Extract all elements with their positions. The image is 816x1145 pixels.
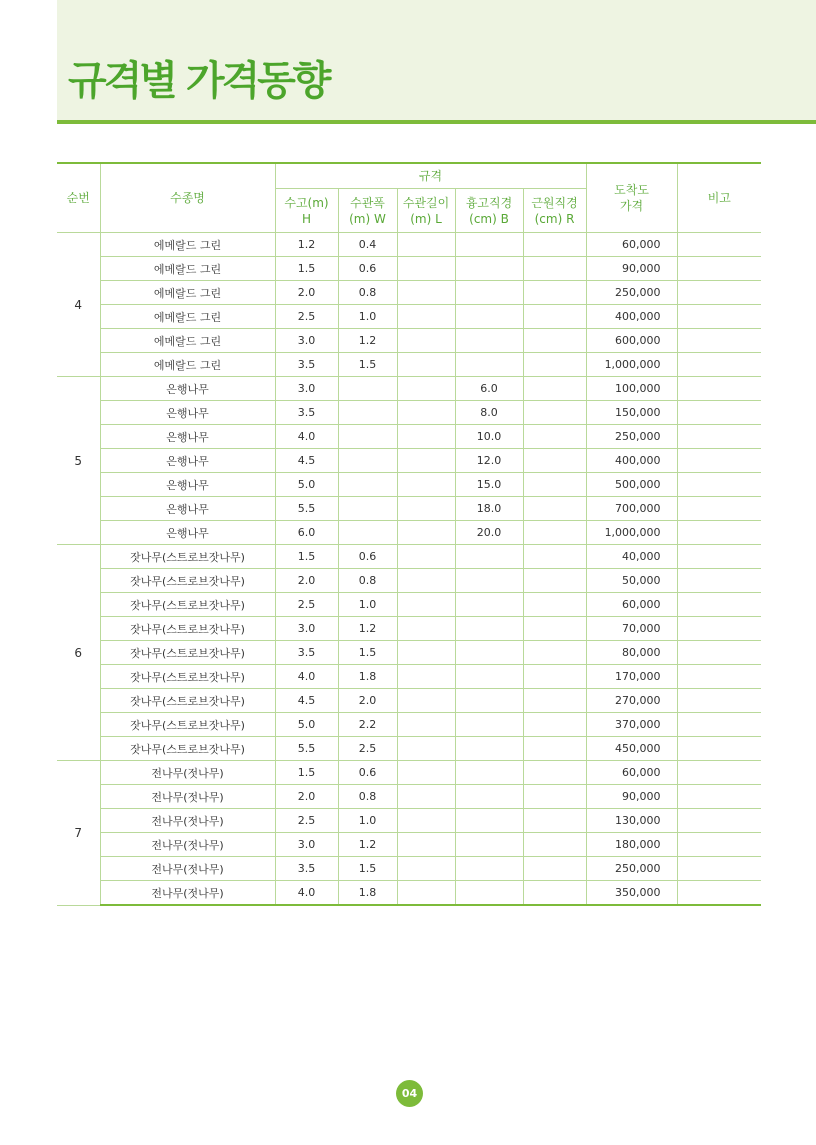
- header-root: [523, 189, 586, 233]
- table-row: [57, 713, 761, 737]
- price-cell: 700,000: [586, 497, 677, 521]
- note-cell: [677, 257, 761, 281]
- species-name-cell: 은행나무: [100, 473, 275, 497]
- table-row: [57, 617, 761, 641]
- spec-b-cell: [455, 593, 523, 617]
- price-cell: 400,000: [586, 305, 677, 329]
- table-body: [57, 233, 761, 906]
- spec-b-cell: [455, 281, 523, 305]
- spec-w-cell: 1.2: [338, 329, 397, 353]
- note-cell: [677, 809, 761, 833]
- table-row: [57, 665, 761, 689]
- spec-l-cell: [397, 689, 455, 713]
- spec-h-cell: 3.5: [275, 641, 338, 665]
- spec-l-cell: [397, 785, 455, 809]
- spec-h-cell: 4.0: [275, 881, 338, 906]
- header-length-line1: 수관길이: [402, 195, 450, 210]
- species-name-cell: 잣나무(스트로브잣나무): [100, 689, 275, 713]
- species-name-cell: 잣나무(스트로브잣나무): [100, 713, 275, 737]
- species-name-cell: 은행나무: [100, 521, 275, 545]
- spec-r-cell: [523, 449, 586, 473]
- header-price: [586, 163, 677, 233]
- table-row: [57, 857, 761, 881]
- spec-w-cell: 1.5: [338, 353, 397, 377]
- note-cell: [677, 377, 761, 401]
- header-chest: [455, 189, 523, 233]
- table-row: [57, 833, 761, 857]
- table-row: [57, 425, 761, 449]
- spec-w-cell: 0.8: [338, 281, 397, 305]
- price-cell: 350,000: [586, 881, 677, 906]
- price-cell: 1,000,000: [586, 521, 677, 545]
- note-cell: [677, 641, 761, 665]
- species-name-cell: 잣나무(스트로브잣나무): [100, 665, 275, 689]
- spec-l-cell: [397, 329, 455, 353]
- spec-h-cell: 3.5: [275, 857, 338, 881]
- header-note: 비고: [677, 163, 761, 233]
- spec-b-cell: [455, 833, 523, 857]
- price-cell: 100,000: [586, 377, 677, 401]
- spec-w-cell: 1.5: [338, 857, 397, 881]
- spec-w-cell: [338, 401, 397, 425]
- note-cell: [677, 449, 761, 473]
- header-price-line2: 가격: [619, 199, 644, 213]
- spec-r-cell: [523, 881, 586, 906]
- note-cell: [677, 353, 761, 377]
- header-root-line1: 근원직경: [531, 195, 578, 210]
- header-price-line1: 도착도: [614, 183, 649, 197]
- price-cell: 600,000: [586, 329, 677, 353]
- spec-l-cell: [397, 881, 455, 906]
- spec-r-cell: [523, 281, 586, 305]
- header-chest-line2: (cm) B: [469, 211, 509, 226]
- spec-r-cell: [523, 665, 586, 689]
- header-width-line1: 수관폭: [350, 195, 385, 210]
- note-cell: [677, 569, 761, 593]
- spec-h-cell: 3.0: [275, 833, 338, 857]
- header-species: 수종명: [100, 163, 275, 233]
- table-row: [57, 761, 761, 785]
- spec-w-cell: 2.2: [338, 713, 397, 737]
- note-cell: [677, 521, 761, 545]
- header-rule: [57, 120, 816, 124]
- species-name-cell: 은행나무: [100, 401, 275, 425]
- spec-l-cell: [397, 713, 455, 737]
- price-cell: 90,000: [586, 785, 677, 809]
- spec-b-cell: [455, 761, 523, 785]
- spec-r-cell: [523, 569, 586, 593]
- species-name-cell: 전나무(젓나무): [100, 881, 275, 906]
- table-row: [57, 281, 761, 305]
- spec-h-cell: 3.0: [275, 377, 338, 401]
- header-chest-line1: 흉고직경: [465, 195, 513, 210]
- spec-h-cell: 2.0: [275, 569, 338, 593]
- page-number-badge: 04: [396, 1080, 423, 1107]
- spec-l-cell: [397, 809, 455, 833]
- spec-b-cell: 8.0: [455, 401, 523, 425]
- spec-r-cell: [523, 785, 586, 809]
- spec-w-cell: [338, 473, 397, 497]
- header-root-line2: (cm) R: [534, 211, 575, 226]
- spec-w-cell: 0.6: [338, 545, 397, 569]
- spec-h-cell: 1.2: [275, 233, 338, 257]
- spec-b-cell: [455, 713, 523, 737]
- species-name-cell: 잣나무(스트로브잣나무): [100, 617, 275, 641]
- spec-b-cell: 6.0: [455, 377, 523, 401]
- spec-w-cell: 2.0: [338, 689, 397, 713]
- spec-b-cell: [455, 257, 523, 281]
- species-name-cell: 은행나무: [100, 425, 275, 449]
- spec-w-cell: 0.8: [338, 569, 397, 593]
- spec-r-cell: [523, 593, 586, 617]
- spec-w-cell: [338, 521, 397, 545]
- spec-l-cell: [397, 641, 455, 665]
- spec-r-cell: [523, 689, 586, 713]
- spec-l-cell: [397, 425, 455, 449]
- spec-l-cell: [397, 305, 455, 329]
- spec-l-cell: [397, 377, 455, 401]
- spec-b-cell: 18.0: [455, 497, 523, 521]
- spec-l-cell: [397, 353, 455, 377]
- table-row: [57, 305, 761, 329]
- table-row: [57, 569, 761, 593]
- spec-l-cell: [397, 617, 455, 641]
- note-cell: [677, 785, 761, 809]
- species-name-cell: 에메랄드 그린: [100, 281, 275, 305]
- page-title: 규격별 가격동향: [68, 58, 329, 104]
- price-cell: 250,000: [586, 425, 677, 449]
- spec-w-cell: 0.4: [338, 233, 397, 257]
- spec-h-cell: 2.5: [275, 305, 338, 329]
- spec-l-cell: [397, 233, 455, 257]
- note-cell: [677, 713, 761, 737]
- note-cell: [677, 857, 761, 881]
- table-row: [57, 233, 761, 257]
- spec-h-cell: 4.0: [275, 665, 338, 689]
- spec-r-cell: [523, 353, 586, 377]
- note-cell: [677, 881, 761, 906]
- price-cell: 180,000: [586, 833, 677, 857]
- spec-w-cell: [338, 497, 397, 521]
- header-height-line1: 수고(m): [284, 195, 329, 210]
- spec-r-cell: [523, 473, 586, 497]
- spec-b-cell: 12.0: [455, 449, 523, 473]
- note-cell: [677, 689, 761, 713]
- spec-l-cell: [397, 761, 455, 785]
- spec-r-cell: [523, 833, 586, 857]
- spec-l-cell: [397, 281, 455, 305]
- spec-w-cell: 1.5: [338, 641, 397, 665]
- note-cell: [677, 233, 761, 257]
- spec-h-cell: 5.0: [275, 473, 338, 497]
- spec-w-cell: 2.5: [338, 737, 397, 761]
- spec-w-cell: 1.2: [338, 833, 397, 857]
- spec-r-cell: [523, 761, 586, 785]
- note-cell: [677, 401, 761, 425]
- price-cell: 450,000: [586, 737, 677, 761]
- spec-h-cell: 3.5: [275, 401, 338, 425]
- table-row: [57, 521, 761, 545]
- spec-w-cell: 1.0: [338, 305, 397, 329]
- header-width-line2: (m) W: [349, 211, 386, 226]
- spec-b-cell: [455, 233, 523, 257]
- price-cell: 40,000: [586, 545, 677, 569]
- header-spec-group: 규격: [275, 163, 586, 189]
- spec-r-cell: [523, 737, 586, 761]
- spec-b-cell: [455, 305, 523, 329]
- species-name-cell: 전나무(젓나무): [100, 761, 275, 785]
- table-row: [57, 809, 761, 833]
- spec-r-cell: [523, 857, 586, 881]
- note-cell: [677, 761, 761, 785]
- note-cell: [677, 833, 761, 857]
- spec-h-cell: 5.5: [275, 497, 338, 521]
- spec-h-cell: 1.5: [275, 761, 338, 785]
- spec-r-cell: [523, 329, 586, 353]
- species-name-cell: 에메랄드 그린: [100, 305, 275, 329]
- spec-h-cell: 1.5: [275, 257, 338, 281]
- species-name-cell: 전나무(젓나무): [100, 809, 275, 833]
- price-cell: 80,000: [586, 641, 677, 665]
- spec-h-cell: 4.5: [275, 449, 338, 473]
- table-row: [57, 593, 761, 617]
- spec-r-cell: [523, 377, 586, 401]
- spec-h-cell: 1.5: [275, 545, 338, 569]
- spec-b-cell: [455, 569, 523, 593]
- table-row: [57, 737, 761, 761]
- spec-b-cell: [455, 689, 523, 713]
- table-row: [57, 689, 761, 713]
- spec-h-cell: 5.5: [275, 737, 338, 761]
- spec-r-cell: [523, 809, 586, 833]
- spec-b-cell: [455, 857, 523, 881]
- spec-w-cell: 1.2: [338, 617, 397, 641]
- price-cell: 60,000: [586, 761, 677, 785]
- spec-r-cell: [523, 545, 586, 569]
- spec-b-cell: [455, 329, 523, 353]
- table-row: [57, 881, 761, 906]
- spec-w-cell: 1.0: [338, 809, 397, 833]
- spec-w-cell: 0.6: [338, 761, 397, 785]
- price-cell: 1,000,000: [586, 353, 677, 377]
- spec-w-cell: 0.6: [338, 257, 397, 281]
- price-cell: 130,000: [586, 809, 677, 833]
- spec-b-cell: 15.0: [455, 473, 523, 497]
- spec-l-cell: [397, 257, 455, 281]
- species-name-cell: 전나무(젓나무): [100, 857, 275, 881]
- price-cell: 90,000: [586, 257, 677, 281]
- spec-l-cell: [397, 449, 455, 473]
- species-name-cell: 잣나무(스트로브잣나무): [100, 737, 275, 761]
- spec-l-cell: [397, 521, 455, 545]
- price-cell: 170,000: [586, 665, 677, 689]
- header-length: [397, 189, 455, 233]
- species-name-cell: 잣나무(스트로브잣나무): [100, 545, 275, 569]
- table-row: [57, 641, 761, 665]
- spec-w-cell: 1.0: [338, 593, 397, 617]
- spec-b-cell: 20.0: [455, 521, 523, 545]
- spec-w-cell: [338, 425, 397, 449]
- note-cell: [677, 305, 761, 329]
- note-cell: [677, 737, 761, 761]
- note-cell: [677, 473, 761, 497]
- spec-l-cell: [397, 593, 455, 617]
- spec-h-cell: 5.0: [275, 713, 338, 737]
- spec-b-cell: [455, 809, 523, 833]
- species-name-cell: 전나무(젓나무): [100, 833, 275, 857]
- spec-h-cell: 4.5: [275, 689, 338, 713]
- price-cell: 270,000: [586, 689, 677, 713]
- spec-b-cell: [455, 545, 523, 569]
- table-row: [57, 545, 761, 569]
- spec-b-cell: [455, 353, 523, 377]
- header-length-line2: (m) L: [410, 211, 442, 226]
- spec-h-cell: 4.0: [275, 425, 338, 449]
- spec-h-cell: 2.0: [275, 281, 338, 305]
- spec-r-cell: [523, 425, 586, 449]
- spec-l-cell: [397, 665, 455, 689]
- table-row: [57, 329, 761, 353]
- price-cell: 50,000: [586, 569, 677, 593]
- price-cell: 400,000: [586, 449, 677, 473]
- spec-h-cell: 3.0: [275, 617, 338, 641]
- note-cell: [677, 665, 761, 689]
- spec-r-cell: [523, 233, 586, 257]
- species-name-cell: 에메랄드 그린: [100, 353, 275, 377]
- price-cell: 70,000: [586, 617, 677, 641]
- header-no: 순번: [57, 163, 100, 233]
- price-cell: 60,000: [586, 593, 677, 617]
- species-name-cell: 에메랄드 그린: [100, 257, 275, 281]
- group-number: 7: [57, 761, 100, 906]
- spec-b-cell: [455, 641, 523, 665]
- price-cell: 150,000: [586, 401, 677, 425]
- price-cell: 60,000: [586, 233, 677, 257]
- spec-r-cell: [523, 401, 586, 425]
- table-row: [57, 785, 761, 809]
- spec-b-cell: [455, 665, 523, 689]
- group-number: 5: [57, 377, 100, 545]
- spec-r-cell: [523, 305, 586, 329]
- table-row: [57, 473, 761, 497]
- spec-l-cell: [397, 497, 455, 521]
- spec-l-cell: [397, 473, 455, 497]
- note-cell: [677, 425, 761, 449]
- spec-r-cell: [523, 617, 586, 641]
- header-height-line2: H: [301, 211, 312, 226]
- spec-l-cell: [397, 857, 455, 881]
- spec-h-cell: 2.5: [275, 809, 338, 833]
- spec-b-cell: [455, 881, 523, 906]
- spec-r-cell: [523, 641, 586, 665]
- spec-b-cell: [455, 785, 523, 809]
- spec-h-cell: 2.5: [275, 593, 338, 617]
- spec-l-cell: [397, 569, 455, 593]
- spec-b-cell: 10.0: [455, 425, 523, 449]
- header-height: [275, 189, 338, 233]
- spec-h-cell: 3.0: [275, 329, 338, 353]
- spec-w-cell: [338, 377, 397, 401]
- species-name-cell: 은행나무: [100, 449, 275, 473]
- spec-r-cell: [523, 497, 586, 521]
- spec-h-cell: 3.5: [275, 353, 338, 377]
- table-row: [57, 449, 761, 473]
- price-cell: 370,000: [586, 713, 677, 737]
- spec-l-cell: [397, 737, 455, 761]
- species-name-cell: 잣나무(스트로브잣나무): [100, 593, 275, 617]
- table-row: [57, 401, 761, 425]
- header-width: [338, 189, 397, 233]
- note-cell: [677, 329, 761, 353]
- spec-b-cell: [455, 617, 523, 641]
- note-cell: [677, 545, 761, 569]
- table-row: [57, 257, 761, 281]
- note-cell: [677, 281, 761, 305]
- species-name-cell: 잣나무(스트로브잣나무): [100, 569, 275, 593]
- spec-w-cell: 1.8: [338, 665, 397, 689]
- species-name-cell: 에메랄드 그린: [100, 329, 275, 353]
- spec-l-cell: [397, 401, 455, 425]
- species-name-cell: 잣나무(스트로브잣나무): [100, 641, 275, 665]
- spec-r-cell: [523, 257, 586, 281]
- spec-h-cell: 6.0: [275, 521, 338, 545]
- spec-l-cell: [397, 545, 455, 569]
- group-number: 6: [57, 545, 100, 761]
- spec-w-cell: [338, 449, 397, 473]
- note-cell: [677, 497, 761, 521]
- table-row: [57, 353, 761, 377]
- species-name-cell: 전나무(젓나무): [100, 785, 275, 809]
- species-name-cell: 은행나무: [100, 377, 275, 401]
- spec-w-cell: 1.8: [338, 881, 397, 906]
- spec-w-cell: 0.8: [338, 785, 397, 809]
- table-row: [57, 377, 761, 401]
- price-cell: 250,000: [586, 281, 677, 305]
- spec-r-cell: [523, 521, 586, 545]
- spec-b-cell: [455, 737, 523, 761]
- species-name-cell: 은행나무: [100, 497, 275, 521]
- spec-l-cell: [397, 833, 455, 857]
- spec-r-cell: [523, 713, 586, 737]
- note-cell: [677, 617, 761, 641]
- price-cell: 500,000: [586, 473, 677, 497]
- price-table: [57, 162, 761, 906]
- spec-h-cell: 2.0: [275, 785, 338, 809]
- species-name-cell: 에메랄드 그린: [100, 233, 275, 257]
- note-cell: [677, 593, 761, 617]
- group-number: 4: [57, 233, 100, 377]
- table-row: [57, 497, 761, 521]
- price-cell: 250,000: [586, 857, 677, 881]
